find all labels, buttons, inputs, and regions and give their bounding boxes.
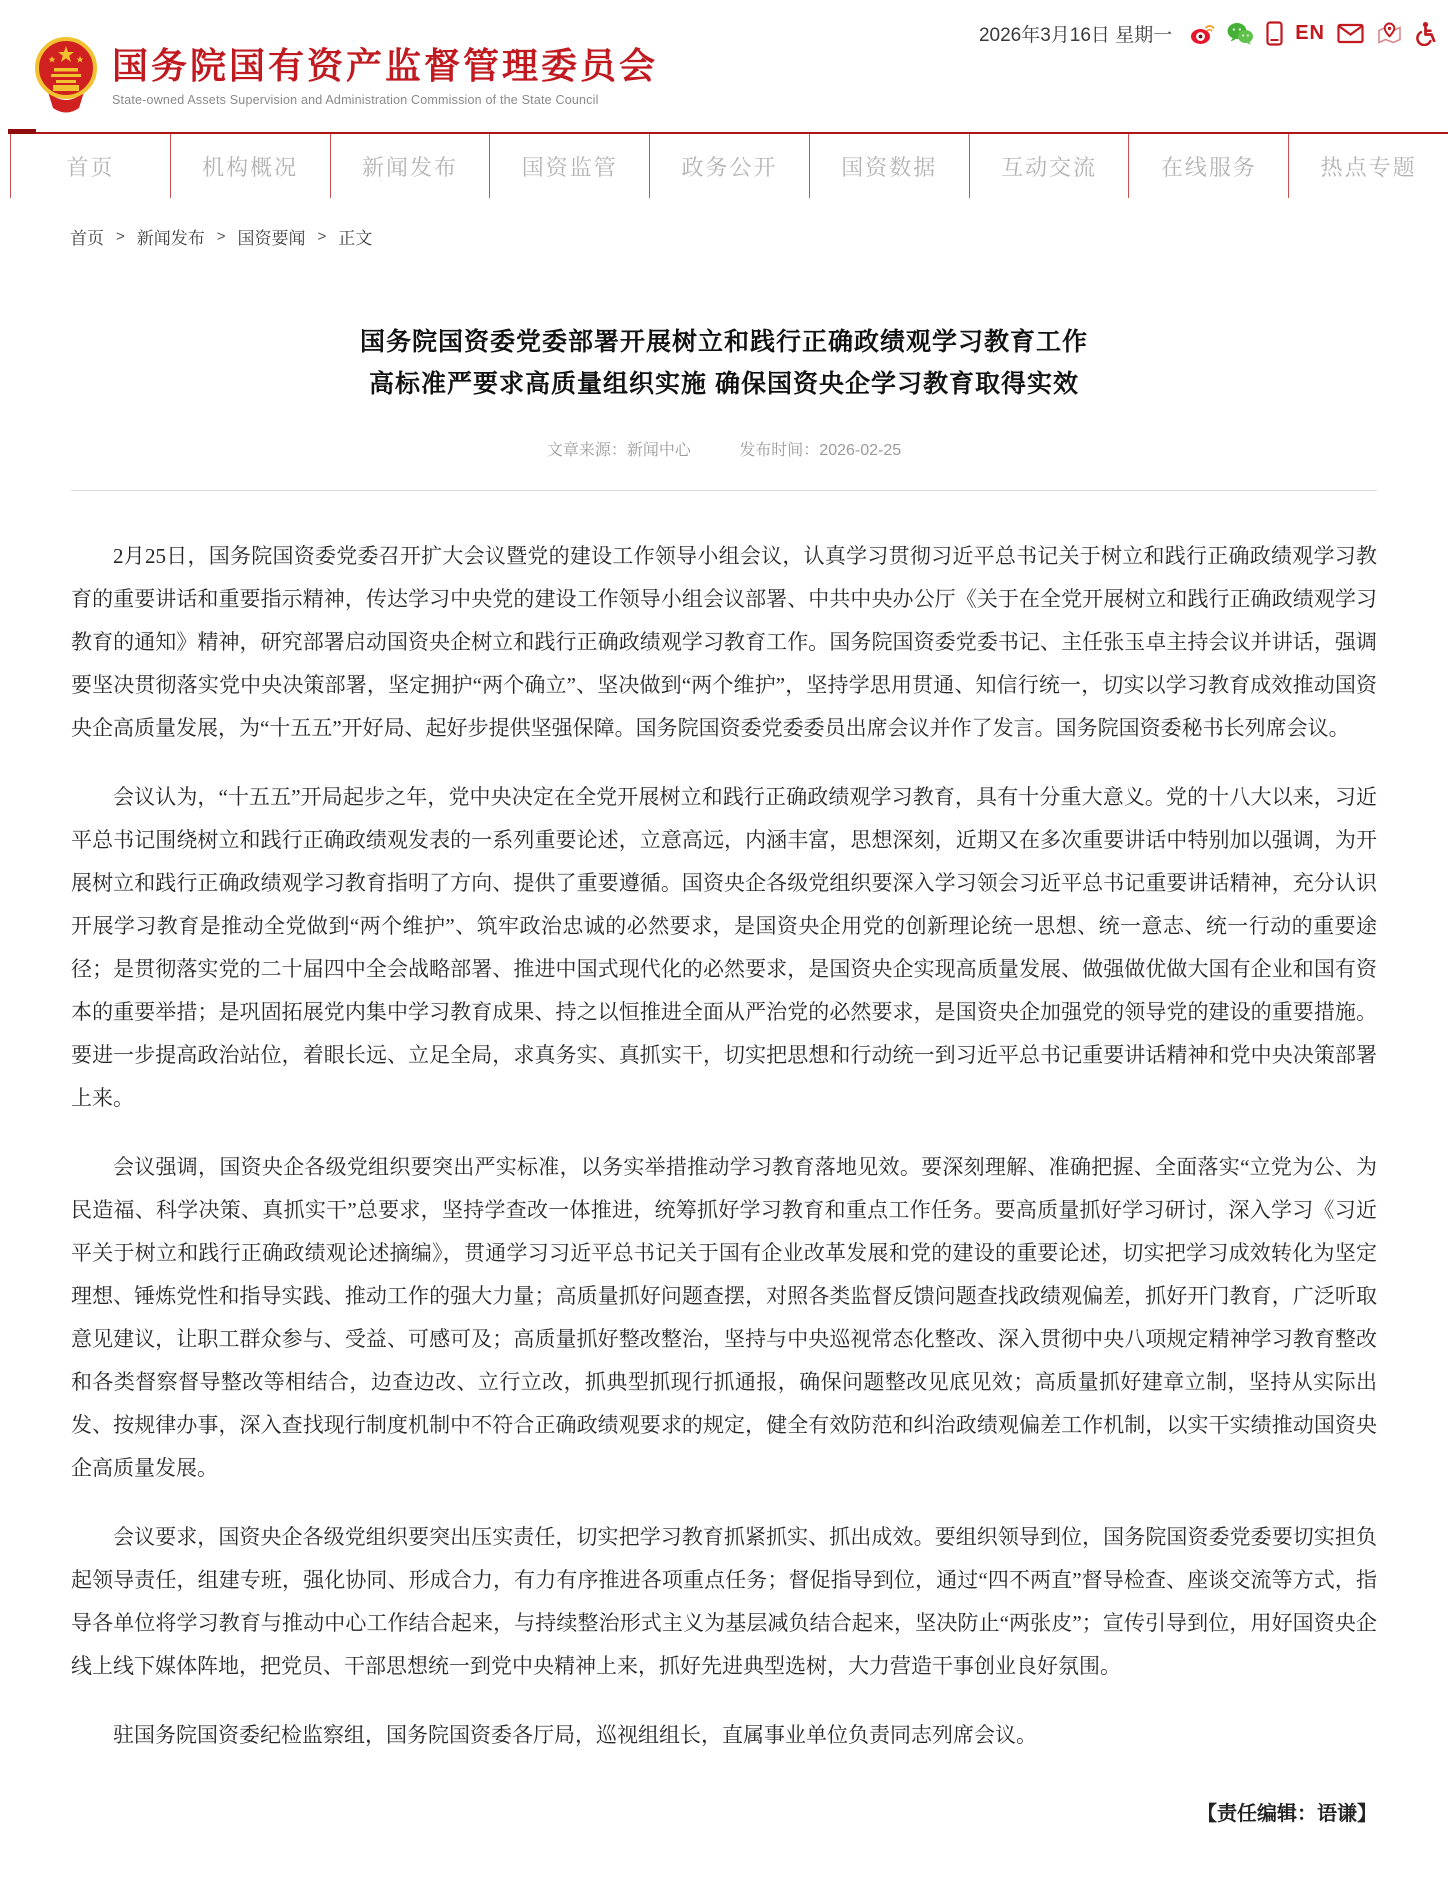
brand-text	[112, 45, 658, 106]
nav-item-home[interactable]: 首页	[10, 134, 170, 198]
article-paragraph-5: 驻国务院国资委纪检监察组，国务院国资委各厅局，巡视组组长，直属事业单位负责同志列席会议。	[113, 1723, 1037, 1747]
article-paragraph-4: 会议要求，国资央企各级党组织要突出压实责任，切实把学习教育抓紧抓实、抓出成效。要组织领导到位，国务院国资委党委要切实担负起领导责任，组建专班，强化协同、形成合力，有力有序推进各项重点任务；督促指导到位，通过“四不两直”督导检查、座谈交流等方式，指导各单位将学习教育与推动中心工作结合起来，与持续整治形式主义为基层减负结合起来，坚决防止“两张皮”；宣传引导到位，用好国资央企线上线下媒体阵地，把党员、干部思想统一到党中央精神上来，抓好先进典型选树，大力营造干事创业良好氛围。	[71, 1525, 1377, 1678]
article-title	[71, 321, 1377, 405]
breadcrumb	[70, 224, 1448, 249]
breadcrumb-separator: >	[216, 228, 226, 245]
breadcrumb-sasac-news[interactable]: 国资要闻	[237, 229, 306, 248]
brand	[34, 34, 658, 118]
article-paragraph-1: 2月25日，国务院国资委党委召开扩大会议暨党的建设工作领导小组会议，认真学习贯彻习近平总书记关于树立和践行正确政绩观学习教育的重要讲话和重要指示精神，传达学习中央党的建设工作领导小组会议部署、中共中央办公厅《关于在全党开展树立和践行正确政绩观学习教育的通知》精神，研究部署启动国资央企树立和践行正确政绩观学习教育工作。国务院国资委党委书记、主任张玉卓主持会议并讲话，强调要坚决贯彻落实党中央决策部署，坚定拥护“两个确立”、坚决做到“两个维护”，坚持学思用贯通、知信行统一，切实以学习教育成效推动国资央企高质量发展，为“十五五”开好局、起好步提供坚强保障。国务院国资委党委委员出席会议并作了发言。国务院国资委秘书长列席会议。	[71, 544, 1377, 740]
main-nav	[10, 132, 1448, 198]
nav-item-interaction[interactable]: 互动交流	[969, 134, 1129, 198]
mobile-icon[interactable]	[1266, 21, 1283, 46]
breadcrumb-separator: >	[317, 228, 327, 245]
location-icon[interactable]	[1376, 22, 1403, 45]
article-title-line2: 高标准严要求高质量组织实施 确保国资央企学习教育取得实效	[369, 370, 1079, 398]
header-toolbar	[979, 18, 1438, 48]
site-header	[0, 0, 1448, 132]
article-published: 发布时间：2026-02-25	[739, 442, 902, 459]
national-emblem-logo	[34, 34, 98, 118]
breadcrumb-home[interactable]: 首页	[70, 229, 104, 248]
breadcrumb-news[interactable]: 新闻发布	[136, 229, 205, 248]
nav-item-about[interactable]: 机构概况	[170, 134, 330, 198]
site-title: 国务院国有资产监督管理委员会	[112, 45, 659, 87]
site-subtitle: State-owned Assets Supervision and Administration Commission of the State Council	[112, 92, 599, 107]
nav-item-supervision[interactable]: 国资监管	[489, 134, 649, 198]
accessibility-icon[interactable]	[1415, 21, 1438, 46]
nav-item-public-affairs[interactable]: 政务公开	[649, 134, 809, 198]
english-version-link[interactable]: EN	[1295, 21, 1325, 44]
breadcrumb-current: 正文	[338, 229, 373, 248]
article-meta	[71, 437, 1377, 491]
weibo-icon[interactable]	[1190, 22, 1215, 45]
article	[71, 249, 1377, 1826]
breadcrumb-separator: >	[116, 228, 125, 245]
current-date: 2026年3月16日 星期一	[978, 24, 1173, 46]
nav-item-data[interactable]: 国资数据	[809, 134, 969, 198]
editor-credit: 【责任编辑：语谦】	[1197, 1803, 1377, 1825]
mail-icon[interactable]	[1337, 23, 1364, 44]
nav-item-online-services[interactable]: 在线服务	[1128, 134, 1288, 198]
nav-item-news[interactable]: 新闻发布	[330, 134, 490, 198]
wechat-icon[interactable]	[1227, 22, 1254, 45]
article-title-line1: 国务院国资委党委部署开展树立和践行正确政绩观学习教育工作	[359, 328, 1088, 356]
nav-item-special-topics[interactable]: 热点专题	[1288, 134, 1448, 198]
article-source: 文章来源：新闻中心	[546, 442, 691, 459]
article-paragraph-2: 会议认为，“十五五”开局起步之年，党中央决定在全党开展树立和践行正确政绩观学习教育，具有十分重大意义。党的十八大以来，习近平总书记围绕树立和践行正确政绩观发表的一系列重要论述，立意高远，内涵丰富，思想深刻，近期又在多次重要讲话中特别加以强调，为开展树立和践行正确政绩观学习教育指明了方向、提供了重要遵循。国资央企各级党组织要深入学习领会习近平总书记重要讲话精神，充分认识开展学习教育是推动全党做到“两个维护”、筑牢政治忠诚的必然要求，是国资央企用党的创新理论统一思想、统一意志、统一行动的重要途径；是贯彻落实党的二十届四中全会战略部署、推进中国式现代化的必然要求，是国资央企实现高质量发展、做强做优做大国有企业和国有资本的重要举措；是巩固拓展党内集中学习教育成果、持之以恒推进全面从严治党的必然要求，是国资央企加强党的领导党的建设的重要措施。要进一步提高政治站位，着眼长远、立足全局，求真务实、真抓实干，切实把思想和行动统一到习近平总书记重要讲话精神和党中央决策部署上来。	[71, 785, 1377, 1110]
article-paragraph-3: 会议强调，国资央企各级党组织要突出严实标准，以务实举措推动学习教育落地见效。要深刻理解、准确把握、全面落实“立党为公、为民造福、科学决策、真抓实干”总要求，坚持学查改一体推进，统筹抓好学习教育和重点工作任务。要高质量抓好学习研讨，深入学习《习近平关于树立和践行正确政绩观论述摘编》，贯通学习习近平总书记关于国有企业改革发展和党的建设的重要论述，切实把学习成效转化为坚定理想、锤炼党性和指导实践、推动工作的强大力量；高质量抓好问题查摆，对照各类监督反馈问题查找政绩观偏差，抓好开门教育，广泛听取意见建议，让职工群众参与、受益、可感可及；高质量抓好整改整治，坚持与中央巡视常态化整改、深入贯彻中央八项规定精神学习教育整改和各类督察督导整改等相结合，边查边改、立行立改，抓典型抓现行抓通报，确保问题整改见底见效；高质量抓好建章立制，坚持从实际出发、按规律办事，深入查找现行制度机制中不符合正确政绩观要求的规定，健全有效防范和纠治政绩观偏差工作机制，以实干实绩推动国资央企高质量发展。	[71, 1155, 1377, 1480]
article-body	[71, 491, 1377, 1757]
